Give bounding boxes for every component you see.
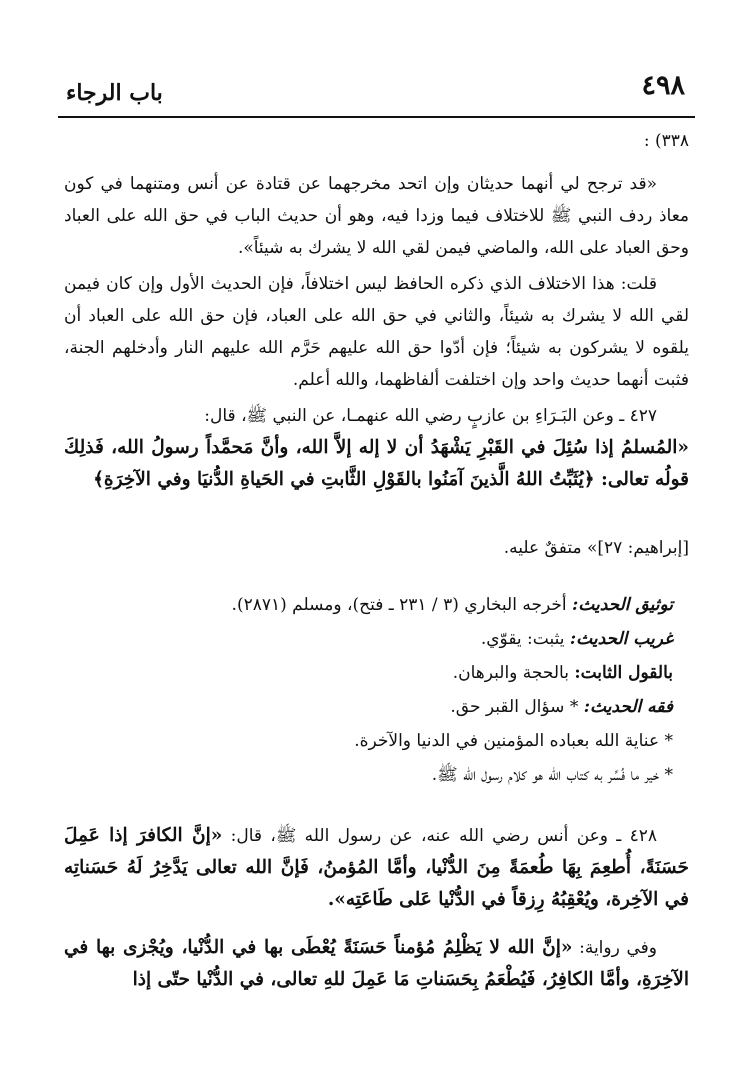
riwaya-text: «إنَّ الله لا يَظْلِمُ مُؤمناً حَسَنَةً يُعْطَى بها في الدُّنْيا، ويُجْزى بها في الآخِرَةِ، وأمَّا الكافِرُ، فَيُطْعَمُ بِحَسَناتِ مَا عَمِلَ للهِ تعالى، في الدُّنْيا حتّى إذا bbox=[64, 937, 689, 990]
fiqh-label: فقه الحديث: bbox=[583, 697, 673, 717]
tawthiq-line bbox=[64, 588, 673, 622]
author-remark: قلت: هذا الاختلاف الذي ذكره الحافظ ليس اختلافاً، فإن الحديث الأول وإن كان فيمن لقي الله لا يشرك به شيئاً، والثاني في حق الله على العباد، فإن حق الله على العباد أن يلقوه لا يشركون به شيئاً؛ فإن أدّوا حق الله عليهم حَرَّم الله عليهم النار وأدخلهم الجنة، فثبت أنهما حديث واحد وإن اختلفت ألفاظهما، والله أعلم. bbox=[64, 274, 689, 390]
hadith-427-ref: [إبراهيم: ٢٧]» متفقٌ عليه. bbox=[503, 538, 689, 558]
tawthiq-label: توثيق الحديث: bbox=[572, 595, 673, 615]
gharib-line bbox=[64, 622, 673, 656]
qawl-label: بالقول الثابت: bbox=[574, 663, 673, 683]
hadith-428-text: «إنَّ الكافرَ إذا عَمِلَ حَسَنَةً، أُطعِمَ بِهَا طُعمَةً مِنَ الدُّنْيا، وأمَّا المُؤمنُ، فَإنَّ الله تعالى يَدَّخِرُ لَهُ حَسَناتِه في الآخِرة، ويُعْقِبُهُ رِزقاً في الدُّنْيا عَلى طَاعَتِه». bbox=[64, 825, 689, 910]
fiqh-line bbox=[64, 690, 673, 724]
hadith-428-intro: ٤٢٨ ـ وعن أنس رضي الله عنه، عن رسول الله ﷺ، قال: bbox=[230, 826, 658, 846]
hadith-428-block bbox=[64, 820, 689, 916]
fiqh-point-3: * خير ما فُسِّر به كتاب الله هو كلام رسول الله ﷺ. bbox=[431, 765, 673, 785]
riwaya-block bbox=[64, 932, 689, 996]
riwaya-label: وفي رواية: bbox=[579, 938, 658, 958]
hadith-427-notes bbox=[64, 588, 673, 792]
fiqh-point-1: * سؤال القبر حق. bbox=[450, 697, 579, 717]
chapter-title: باب الرجاء bbox=[66, 80, 163, 106]
footnote-ref-338: ٣٣٨) : bbox=[643, 131, 689, 151]
hadith-427-text: «المُسلمُ إذا سُئِلَ في القَبْرِ يَشْهَدُ أن لا إله إلاَّ الله، وأنَّ مَحمَّداً رسولُ الله، فَذلِكَ قولُه تعالى: ﴿يُثَبِّتُ اللهُ الَّذينَ آمَنُوا بالقَوْلِ الثَّابتِ في الحَياةِ الدُّنيَا وفي الآخِرَةِ﴾ bbox=[64, 437, 689, 490]
gharib-text: يثبت: يقوّي. bbox=[480, 629, 565, 649]
page-number: ٤٩٨ bbox=[641, 70, 685, 101]
gharib-label: غريب الحديث: bbox=[569, 629, 673, 649]
qawl-text: بالحجة والبرهان. bbox=[452, 663, 569, 683]
hadith-427-intro: ٤٢٧ ـ وعن البَـرَاءِ بن عازبٍ رضي الله عنهمـا، عن النبي ﷺ، قال: bbox=[204, 406, 657, 426]
fiqh-point-2: * عناية الله بعباده المؤمنين في الدنيا والآخرة. bbox=[354, 731, 673, 751]
tawthiq-text: أخرجه البخاري (٣ / ٢٣١ ـ فتح)، ومسلم (٢٨٧١). bbox=[231, 595, 567, 615]
qawl-line bbox=[64, 656, 673, 690]
hafiz-quote: «قد ترجح لي أنهما حديثان وإن اتحد مخرجهما عن قتادة عن أنس ومتنهما في كون معاذ ردف النبي ﷺ للاختلاف فيما وزدا فيه، وهو أن حديث الباب في حق الله على العباد وحق العباد على الله، والماضي فيمن لقي الله لا يشرك به شيئاً». bbox=[64, 174, 689, 258]
header-rule bbox=[58, 116, 695, 118]
